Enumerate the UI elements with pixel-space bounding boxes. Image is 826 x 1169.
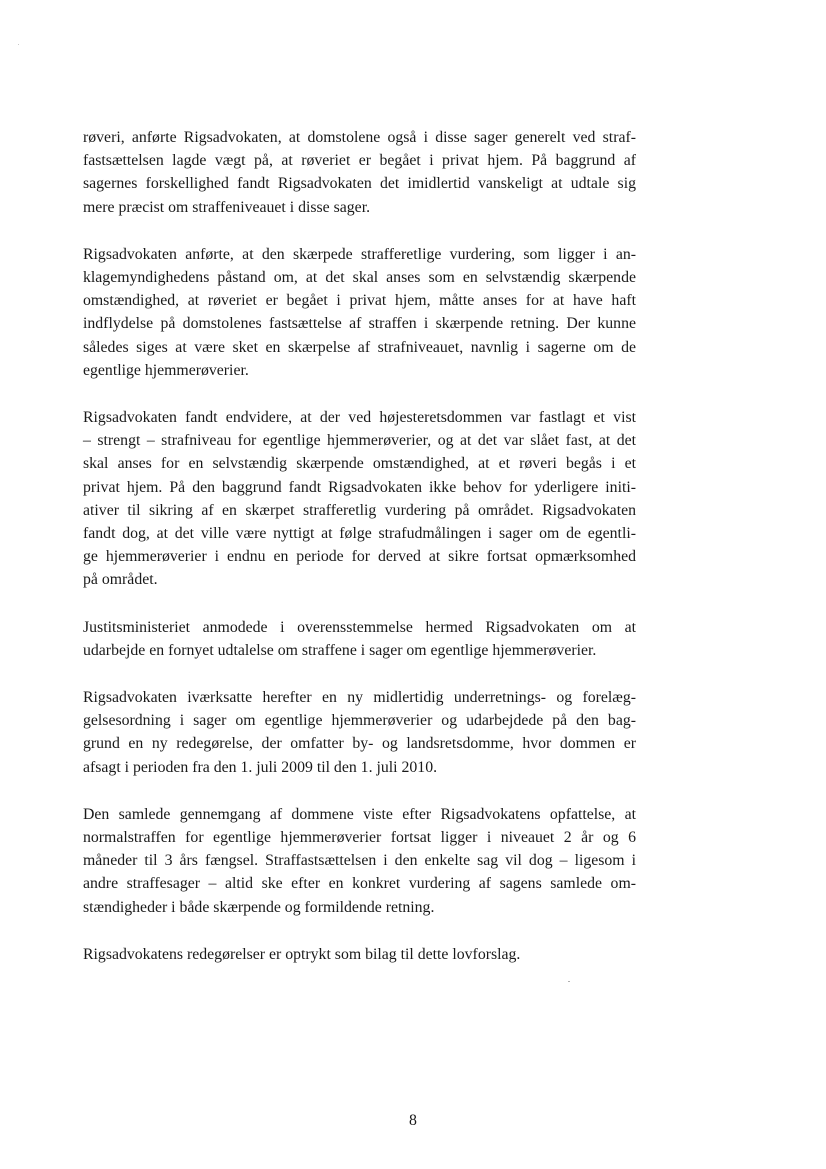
text-line: andre straffesager – altid ske efter en konkret vurdering af sagens samlede om-: [83, 875, 636, 893]
text-line: fastsættelsen lagde vægt på, at røveriet er begået i privat hjem. På baggrund af: [83, 152, 636, 170]
text-line: afsagt i perioden fra den 1. juli 2009 til den 1. juli 2010.: [83, 758, 438, 776]
paragraph-2: [83, 243, 636, 382]
text-line: stændigheder i både skærpende og formildende retning.: [83, 898, 435, 916]
body-text: [83, 126, 636, 990]
text-line: mere præcist om straffeniveauet i disse sager.: [83, 198, 371, 216]
text-line: Rigsadvokaten anførte, at den skærpede strafferetlige vurdering, som ligger i an-: [83, 245, 636, 263]
paragraph-7: [83, 943, 636, 966]
text-line: fandt dog, at det ville være nyttigt at følge strafudmålingen i sager om de egentli-: [83, 525, 636, 543]
text-line: Den samlede gennemgang af dommene viste efter Rigsadvokatens opfattelse, at: [83, 805, 636, 823]
text-line: måneder til 3 års fængsel. Straffastsættelsen i den enkelte sag vil dog – ligesom i: [83, 852, 636, 870]
text-line: omstændighed, at røveriet er begået i privat hjem, måtte anses for at have haft: [83, 292, 636, 310]
text-line: ativer til sikring af en skærpet strafferetlig vurdering på området. Rigsadvokaten: [83, 501, 636, 519]
page-number: 8: [409, 1112, 417, 1129]
text-line: gelsesordning i sager om egentlige hjemmerøverier og udarbejdede på den bag-: [83, 712, 636, 730]
text-line: grund en ny redegørelse, der omfatter by- og landsretsdomme, hvor dommen er: [83, 735, 636, 753]
text-line: indflydelse på domstolenes fastsættelse af straffen i skærpende retning. Der kunne: [83, 315, 636, 333]
text-line: sagernes forskellighed fandt Rigsadvokaten det imidlertid vanskeligt at udtale sig: [83, 175, 636, 193]
text-line: Rigsadvokatens redegørelser er optrykt som bilag til dette lovforslag.: [83, 945, 521, 963]
text-line: således siges at være sket en skærpelse af strafniveauet, navnlig i sagerne om de: [83, 338, 636, 356]
text-line: ge hjemmerøverier i endnu en periode for derved at sikre fortsat opmærksomhed: [83, 548, 636, 566]
text-line: klagemyndighedens påstand om, at det skal anses som en selvstændig skærpende: [83, 269, 636, 287]
text-line: på området.: [83, 571, 158, 589]
text-line: Rigsadvokaten iværksatte herefter en ny midlertidig underretnings- og forelæg-: [83, 689, 636, 707]
paragraph-5: [83, 686, 636, 779]
text-line: privat hjem. På den baggrund fandt Rigsadvokaten ikke behov for yderligere initi-: [83, 478, 636, 496]
scan-artifact: [568, 981, 570, 982]
text-line: egentlige hjemmerøverier.: [83, 361, 249, 379]
paragraph-6: [83, 803, 636, 919]
paragraph-3: [83, 406, 636, 592]
text-line: Justitsministeriet anmodede i overensstemmelse hermed Rigsadvokaten om at: [83, 618, 636, 636]
paragraph-1: [83, 126, 636, 219]
text-line: – strengt – strafniveau for egentlige hjemmerøverier, og at det var slået fast, at det: [83, 432, 636, 450]
text-line: skal anses for en selvstændig skærpende omstændighed, at et røveri begås i et: [83, 455, 636, 473]
text-line: udarbejde en fornyet udtalelse om straffene i sager om egentlige hjemmerøverier.: [83, 641, 597, 659]
text-line: røveri, anførte Rigsadvokaten, at domstolene også i disse sager generelt ved straf-: [83, 129, 636, 146]
paragraph-4: [83, 616, 636, 662]
text-line: normalstraffen for egentlige hjemmerøverier fortsat ligger i niveauet 2 år og 6: [83, 829, 636, 847]
scan-artifact: [18, 44, 19, 45]
text-line: Rigsadvokaten fandt endvidere, at der ved højesteretsdommen var fastlagt et vist: [83, 409, 636, 427]
